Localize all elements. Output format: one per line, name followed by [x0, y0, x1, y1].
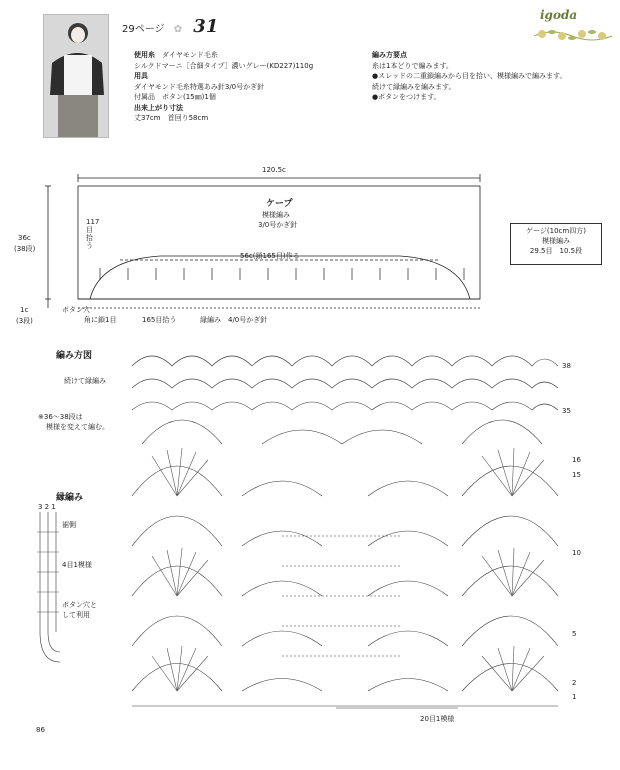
continue-edging: 続けて縁編み — [64, 377, 106, 385]
row-marker-16: 16 — [572, 456, 581, 464]
edging-hook-label: 4/0号かぎ針 — [228, 316, 268, 324]
point-item: 続けて縁編みを編みます。 — [372, 82, 456, 91]
row-marker-5: 5 — [572, 630, 577, 638]
materials-block — [134, 50, 313, 124]
edging-buttonhole-1: ボタン穴と — [62, 601, 97, 609]
gauge-values: 29.5目 10.5段 — [529, 247, 583, 255]
tools-title: 用具 — [134, 72, 148, 80]
instructions-block — [372, 50, 566, 103]
pick165-label: 165目拾う — [142, 316, 177, 324]
edging-label: 縁編み — [200, 316, 221, 324]
chart-title: 編み方図 — [56, 351, 93, 361]
row-marker-38: 38 — [562, 362, 571, 370]
gauge-box — [510, 223, 602, 265]
edging-rows: 3 2 1 — [38, 503, 56, 511]
row-marker-35: 35 — [562, 407, 571, 415]
corner-label: 角に鎖1目 — [84, 316, 117, 324]
chain-label: 56c(鎖165目)作る — [240, 252, 300, 260]
note-change: 模様を変えて編む。 — [46, 423, 109, 431]
points-title: 編み方要点 — [372, 51, 407, 59]
stitch-label: 模様編み — [262, 211, 290, 219]
gauge-title: ゲージ(10cm四方) — [526, 227, 586, 235]
pick-up-label: 117目拾う — [86, 218, 100, 250]
tools-detail: ダイヤモンド毛糸特選あみ針3/0号かぎ針 — [134, 82, 265, 91]
size-detail: 丈37cm 首回り58cm — [134, 114, 209, 122]
point-item: ●スレッドの二重鎖編みから目を拾い、模様編みで編みます。 — [372, 72, 567, 80]
page-number: 86 — [36, 726, 45, 734]
page-reference: 29ページ — [122, 24, 165, 35]
crochet-chart — [132, 336, 558, 712]
flower-garland-icon — [532, 24, 614, 46]
height-rows: (38段) — [14, 245, 36, 253]
width-label: 120.5c — [262, 166, 286, 174]
page-header — [122, 16, 218, 37]
edging-title: 縁編み — [56, 493, 84, 503]
flower-icon: ✿ — [173, 24, 183, 35]
row-marker-2: 2 — [572, 679, 577, 687]
yarn-brand: ダイヤモンド毛糸 — [162, 51, 218, 59]
edging-buttonhole-2: して利用 — [62, 611, 90, 619]
note-rows: ※36〜38段は — [38, 413, 83, 421]
border-rows: (3段) — [16, 317, 33, 325]
border-height: 1c — [20, 306, 29, 314]
piece-name: ケープ — [266, 199, 293, 209]
height-label: 36c — [18, 234, 31, 242]
size-title: 出来上がり寸法 — [134, 103, 183, 112]
row-marker-10: 10 — [572, 549, 581, 557]
edging-chart-diagram — [36, 512, 60, 682]
pattern-number: 31 — [193, 16, 219, 37]
model-photo — [43, 14, 109, 138]
row-marker-15: 15 — [572, 471, 581, 479]
yarn-detail: シルクドマーニ［合細タイプ］濃いグレー(KD227)110g — [134, 61, 314, 70]
brand-logo: igoda — [540, 8, 578, 22]
yarn-title: 使用糸 — [134, 51, 155, 59]
row-marker-1: 1 — [572, 693, 577, 701]
edging-repeat: 4目1模様 — [62, 561, 92, 569]
hook-label: 3/0号かぎ針 — [258, 221, 298, 229]
notions: 付属品 ボタン(15㎜)1個 — [134, 93, 216, 101]
gauge-stitch: 模様編み — [542, 237, 570, 245]
point-item: ●ボタンをつけます。 — [372, 93, 441, 101]
point-item: 糸は1本どりで編みます。 — [372, 61, 453, 70]
repeat-label: 20目1模様 — [420, 715, 455, 723]
buttonhole-label: ボタン穴 — [62, 306, 90, 314]
edging-edge: 裾側 — [62, 521, 76, 529]
